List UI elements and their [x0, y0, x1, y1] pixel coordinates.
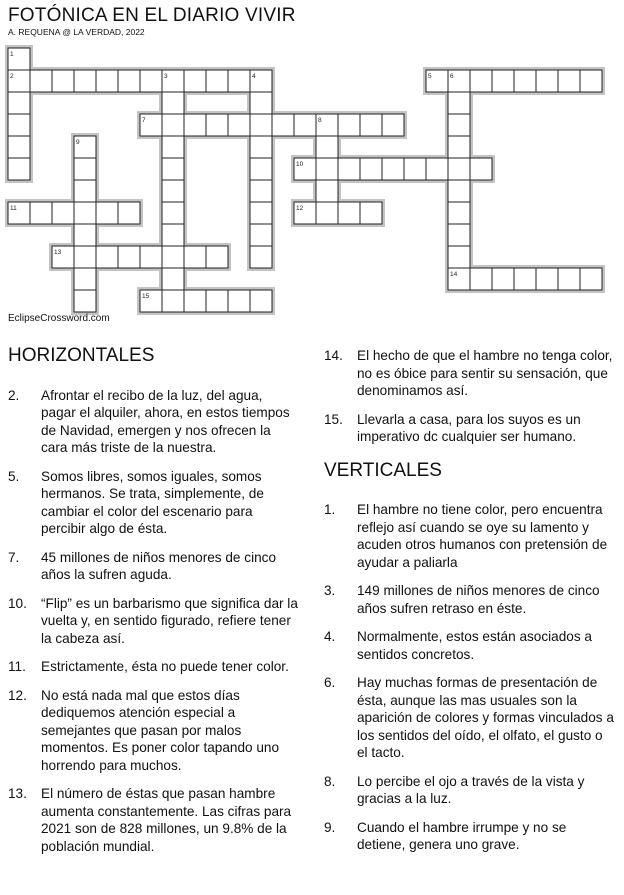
cell-number: 2: [10, 73, 14, 80]
clue-number: 12.: [8, 687, 27, 703]
cell-number: 7: [142, 117, 146, 124]
clue-v8: [324, 773, 614, 808]
crossword-cell[interactable]: [338, 158, 360, 180]
clue-text: Cuando el hambre irrumpe y no se detiene, genera uno grave.: [357, 819, 567, 852]
crossword-cell[interactable]: [74, 202, 96, 224]
crossword-cell[interactable]: [250, 92, 272, 114]
clue-v1: [324, 501, 614, 571]
crossword-cell[interactable]: [250, 136, 272, 158]
crossword-cell[interactable]: [250, 114, 272, 136]
crossword-cell[interactable]: [206, 114, 228, 136]
cell-number: 4: [252, 73, 256, 80]
clue-v3: [324, 582, 614, 617]
crossword-cell[interactable]: [404, 158, 426, 180]
crossword-cell[interactable]: [250, 202, 272, 224]
author-line: A. REQUENA @ LA VERDAD, 2022: [8, 27, 145, 37]
crossword-cell[interactable]: [184, 246, 206, 268]
clue-number: 1.: [324, 502, 336, 517]
crossword-cell[interactable]: [74, 290, 96, 312]
clue-text: Lo percibe el ojo a través de la vista y gracias a la luz.: [357, 773, 585, 806]
crossword-cell[interactable]: [250, 246, 272, 268]
clue-number: 11.: [8, 659, 26, 674]
clues-column-right: [324, 347, 614, 865]
crossword-cell[interactable]: [74, 70, 96, 92]
crossword-cell[interactable]: [162, 92, 184, 114]
crossword-cell[interactable]: [184, 114, 206, 136]
crossword-cell[interactable]: [470, 158, 492, 180]
cell-number: 13: [54, 249, 62, 256]
crossword-cell[interactable]: [558, 268, 580, 290]
cell-number: 5: [428, 73, 432, 80]
clue-text: No está nada mal que estos días dediquemos atención especial a semejantes que pasan por malos momentos. Es poner color tapando uno horrendo para muchos.: [41, 687, 280, 773]
crossword-cell[interactable]: [250, 224, 272, 246]
clues-column-left: [8, 347, 300, 866]
crossword-cell[interactable]: [536, 70, 558, 92]
crossword-cell[interactable]: [74, 158, 96, 180]
cell-number: 6: [450, 73, 454, 80]
cell-number: 3: [164, 73, 168, 80]
clue-text: 149 millones de niños menores de cinco años sufren retraso en éste.: [357, 583, 600, 616]
crossword-cell[interactable]: [470, 268, 492, 290]
crossword-cell[interactable]: [580, 70, 602, 92]
page-title: FOTÓNICA EN EL DIARIO VIVIR: [8, 5, 296, 26]
crossword-cell[interactable]: [8, 114, 30, 136]
crossword-cell[interactable]: [206, 70, 228, 92]
clue-text: 45 millones de niños menores de cinco años la sufren aguda.: [41, 549, 277, 582]
crossword-cell[interactable]: [184, 290, 206, 312]
crossword-cell[interactable]: [448, 180, 470, 202]
crossword-cell[interactable]: [558, 70, 580, 92]
crossword-cell[interactable]: [8, 158, 30, 180]
clue-h15: [324, 411, 614, 446]
clue-h11: [8, 658, 300, 676]
crossword-cell[interactable]: [206, 290, 228, 312]
crossword-cell[interactable]: [536, 268, 558, 290]
crossword-cell[interactable]: [338, 202, 360, 224]
clue-v9: [324, 819, 614, 854]
cell-number: 11: [10, 205, 17, 212]
crossword-cell[interactable]: [74, 246, 96, 268]
crossword-cell[interactable]: [162, 202, 184, 224]
crossword-cell[interactable]: [52, 202, 74, 224]
crossword-cell[interactable]: [448, 92, 470, 114]
crossword-cell[interactable]: [228, 114, 250, 136]
crossword-cell[interactable]: [30, 70, 52, 92]
crossword-cell[interactable]: [316, 136, 338, 158]
clue-h10: [8, 595, 300, 648]
crossword-cell[interactable]: [140, 70, 162, 92]
clue-text: El hecho de que el hambre no tenga color, no es óbice para sentir su sensación, que denominamos así.: [357, 348, 613, 398]
crossword-cell[interactable]: [118, 70, 140, 92]
crossword-cell[interactable]: [74, 268, 96, 290]
cell-number: 9: [76, 139, 80, 146]
clue-text: “Flip” es un barbarismo que significa dar la vuelta y, en sentido figurado, refiere tener la cabeza así.: [41, 595, 298, 646]
crossword-cell[interactable]: [316, 180, 338, 202]
clue-number: 14.: [324, 348, 343, 363]
crossword-cell[interactable]: [448, 136, 470, 158]
clue-text: Hay muchas formas de presentación de ésta, aunque las mas usuales son la aparición de colores y formas vinculados a los sentidos del oído, el olfato, el gusto o el tacto.: [357, 675, 614, 760]
crossword-cell[interactable]: [492, 268, 514, 290]
crossword-cell[interactable]: [448, 114, 470, 136]
crossword-cell[interactable]: [448, 224, 470, 246]
crossword-cell[interactable]: [360, 202, 382, 224]
crossword-cell[interactable]: [250, 180, 272, 202]
crossword-cell[interactable]: [272, 114, 294, 136]
clue-number: 9.: [324, 819, 336, 835]
crossword-cell[interactable]: [206, 246, 228, 268]
crossword-cell[interactable]: [118, 246, 140, 268]
clue-text: Afrontar el recibo de la luz, del agua, pagar el alquiler, ahora, en estos tiempos de Navidad, emergen y nos ofrecen la cara más triste de la nuestra.: [41, 387, 290, 455]
cell-number: 15: [142, 293, 150, 300]
crossword-cell[interactable]: [162, 224, 184, 246]
cell-number: 12: [296, 205, 304, 212]
clue-number: 4.: [324, 629, 336, 644]
crossword-cell[interactable]: [448, 202, 470, 224]
crossword-cell[interactable]: [228, 70, 250, 92]
crossword-cell[interactable]: [162, 268, 184, 290]
crossword-cell[interactable]: [470, 70, 492, 92]
clue-h5: [8, 468, 300, 538]
clue-number: 8.: [324, 773, 336, 789]
crossword-cell[interactable]: [96, 70, 118, 92]
crossword-cell[interactable]: [140, 246, 162, 268]
crossword-cell[interactable]: [338, 114, 360, 136]
crossword-cell[interactable]: [96, 202, 118, 224]
clue-h13: [8, 785, 300, 855]
clue-number: 15.: [324, 411, 343, 427]
cell-number: 1: [10, 51, 14, 58]
clue-text: El hambre no tiene color, pero encuentra reflejo así cuando se oye su lamento y acuden otros humanos con pretensión de ayudar a paliarla: [357, 502, 608, 570]
crossword-cell[interactable]: [162, 180, 184, 202]
crossword-cell[interactable]: [448, 246, 470, 268]
crossword-cell[interactable]: [74, 224, 96, 246]
crossword-cell[interactable]: [74, 180, 96, 202]
crossword-cell[interactable]: [162, 158, 184, 180]
clue-h2: [8, 387, 300, 457]
clue-text: Normalmente, estos están asociados a sentidos concretos.: [357, 629, 592, 662]
crossword-cell[interactable]: [294, 114, 316, 136]
crossword-cell[interactable]: [118, 202, 140, 224]
crossword-cell[interactable]: [580, 268, 602, 290]
clue-v6: [324, 674, 614, 762]
crossword-cell[interactable]: [250, 158, 272, 180]
crossword-cell[interactable]: [96, 246, 118, 268]
clue-number: 7.: [8, 549, 20, 565]
crossword-cell[interactable]: [492, 70, 514, 92]
crossword-cell[interactable]: [52, 70, 74, 92]
clue-text: Estrictamente, ésta no puede tener color.: [41, 659, 289, 674]
crossword-cell[interactable]: [162, 114, 184, 136]
clue-h7: [8, 549, 300, 584]
clue-number: 3.: [324, 583, 336, 598]
crossword-cell[interactable]: [514, 70, 536, 92]
clue-number: 13.: [8, 786, 27, 801]
cell-number: 10: [296, 161, 304, 168]
crossword-cell[interactable]: [184, 70, 206, 92]
clue-h12: [8, 687, 300, 775]
clue-text: Somos libres, somos iguales, somos hermanos. Se trata, simplemente, de cambiar el color del escenario para percibir algo de ésta.: [41, 468, 264, 536]
crossword-cell[interactable]: [514, 268, 536, 290]
cell-number: 14: [450, 271, 458, 278]
credit-text: EclipseCrossword.com: [8, 313, 110, 324]
crossword-cell[interactable]: [382, 158, 404, 180]
crossword-cell[interactable]: [316, 158, 338, 180]
crossword-cell[interactable]: [162, 290, 184, 312]
clue-text: El número de éstas que pasan hambre aumenta constantemente. Las cifras para 2021 son de 828 millones, un 9.8% de la población mundial.: [41, 786, 292, 854]
clue-v4: [324, 628, 614, 663]
horizontal-heading: HORIZONTALES: [8, 345, 155, 366]
clue-number: 5.: [8, 468, 20, 484]
crossword-cell[interactable]: [8, 136, 30, 158]
crossword-cell[interactable]: [228, 290, 250, 312]
crossword-cell[interactable]: [316, 202, 338, 224]
crossword-cell[interactable]: [448, 158, 470, 180]
crossword-grid: [0, 0, 624, 340]
crossword-cell[interactable]: [382, 114, 404, 136]
crossword-cell[interactable]: [360, 114, 382, 136]
clue-h14: [324, 347, 614, 400]
vertical-heading: VERTICALES: [324, 459, 442, 481]
crossword-cell[interactable]: [426, 158, 448, 180]
clue-number: 10.: [8, 595, 27, 611]
crossword-cell[interactable]: [250, 290, 272, 312]
clue-text: Llevarla a casa, para los suyos es un imperativo dc cualquier ser humano.: [357, 411, 581, 444]
clue-number: 2.: [8, 387, 20, 403]
crossword-cell[interactable]: [8, 92, 30, 114]
crossword-cell[interactable]: [162, 136, 184, 158]
crossword-cell[interactable]: [162, 246, 184, 268]
cell-number: 8: [318, 117, 322, 124]
crossword-cell[interactable]: [30, 202, 52, 224]
clue-number: 6.: [324, 675, 336, 690]
crossword-cell[interactable]: [360, 158, 382, 180]
